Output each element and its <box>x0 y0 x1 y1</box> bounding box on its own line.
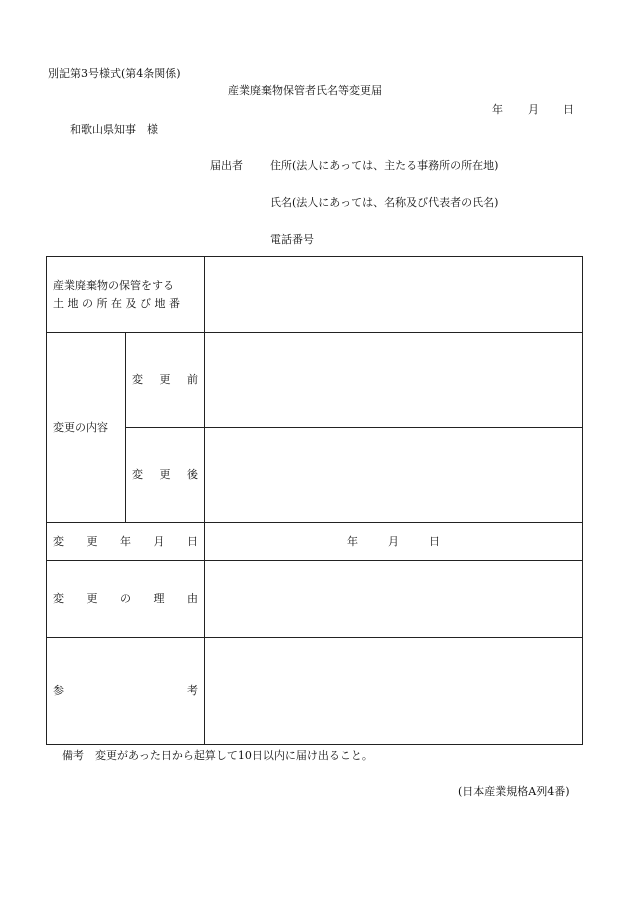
after-input[interactable] <box>205 428 583 523</box>
remarks-input[interactable] <box>205 638 583 745</box>
before-char: 更 <box>159 373 171 387</box>
form-number: 別記第3号様式(第4条関係) <box>48 67 181 80</box>
change-date-label <box>47 533 204 551</box>
location-label-line1: 産業廃棄物の保管をする <box>53 278 174 292</box>
change-date-char: 更 <box>86 534 98 548</box>
reason-char: 更 <box>86 592 98 606</box>
reason-char: の <box>120 592 131 606</box>
remarks-label <box>47 682 204 700</box>
remarks-char: 考 <box>187 684 199 698</box>
location-label-cell <box>47 257 205 333</box>
location-label-line2: 土 地 の 所 在 及 び 地 番 <box>53 296 180 310</box>
reason-label <box>47 590 204 608</box>
reason-row <box>47 561 583 638</box>
applicant-name: 氏名(法人にあっては、名称及び代表者の氏名) <box>270 196 499 209</box>
applicant-label: 届出者 <box>210 159 243 172</box>
reason-label-cell <box>47 561 205 638</box>
after-row <box>47 428 583 523</box>
header-day: 日 <box>563 103 574 116</box>
reason-input[interactable] <box>205 561 583 638</box>
remarks-char: 参 <box>53 684 64 698</box>
change-date-input[interactable] <box>205 523 583 561</box>
remarks-row <box>47 638 583 745</box>
document-title: 産業廃棄物保管者氏名等変更届 <box>228 84 382 97</box>
change-date-label-cell <box>47 523 205 561</box>
after-char: 変 <box>132 468 143 482</box>
change-date-char: 変 <box>53 534 64 548</box>
change-date-value <box>205 533 582 551</box>
applicant-phone: 電話番号 <box>270 233 314 246</box>
change-date-day: 日 <box>429 534 441 548</box>
after-label-cell <box>126 428 205 523</box>
header-month: 月 <box>528 103 539 116</box>
before-label-cell <box>126 333 205 428</box>
location-input[interactable] <box>205 257 583 333</box>
change-date-row <box>47 523 583 561</box>
reason-char: 理 <box>153 592 165 606</box>
reason-char: 変 <box>53 592 64 606</box>
location-row <box>47 257 583 333</box>
header-year: 年 <box>492 103 503 116</box>
before-row <box>47 333 583 428</box>
remarks-label-cell <box>47 638 205 745</box>
change-content-label: 変更の内容 <box>53 420 108 434</box>
change-content-label-cell <box>47 333 126 523</box>
footer-note: 備考 変更があった日から起算して10日以内に届け出ること。 <box>62 749 373 762</box>
change-date-char: 年 <box>120 534 131 548</box>
applicant-address: 住所(法人にあっては、主たる事務所の所在地) <box>270 159 499 172</box>
before-input[interactable] <box>205 333 583 428</box>
paper-standard: (日本産業規格A列4番) <box>458 785 570 798</box>
before-char: 変 <box>132 373 143 387</box>
before-label <box>126 371 204 389</box>
after-char: 後 <box>187 468 198 482</box>
change-date-char: 日 <box>187 534 198 548</box>
change-date-month: 月 <box>388 534 400 548</box>
change-date-year: 年 <box>347 534 359 548</box>
addressee: 和歌山県知事 様 <box>70 123 158 136</box>
change-date-char: 月 <box>153 534 165 548</box>
before-char: 前 <box>187 373 198 387</box>
change-notification-table <box>46 256 583 745</box>
after-label <box>126 466 204 484</box>
reason-char: 由 <box>187 592 198 606</box>
after-char: 更 <box>159 468 171 482</box>
